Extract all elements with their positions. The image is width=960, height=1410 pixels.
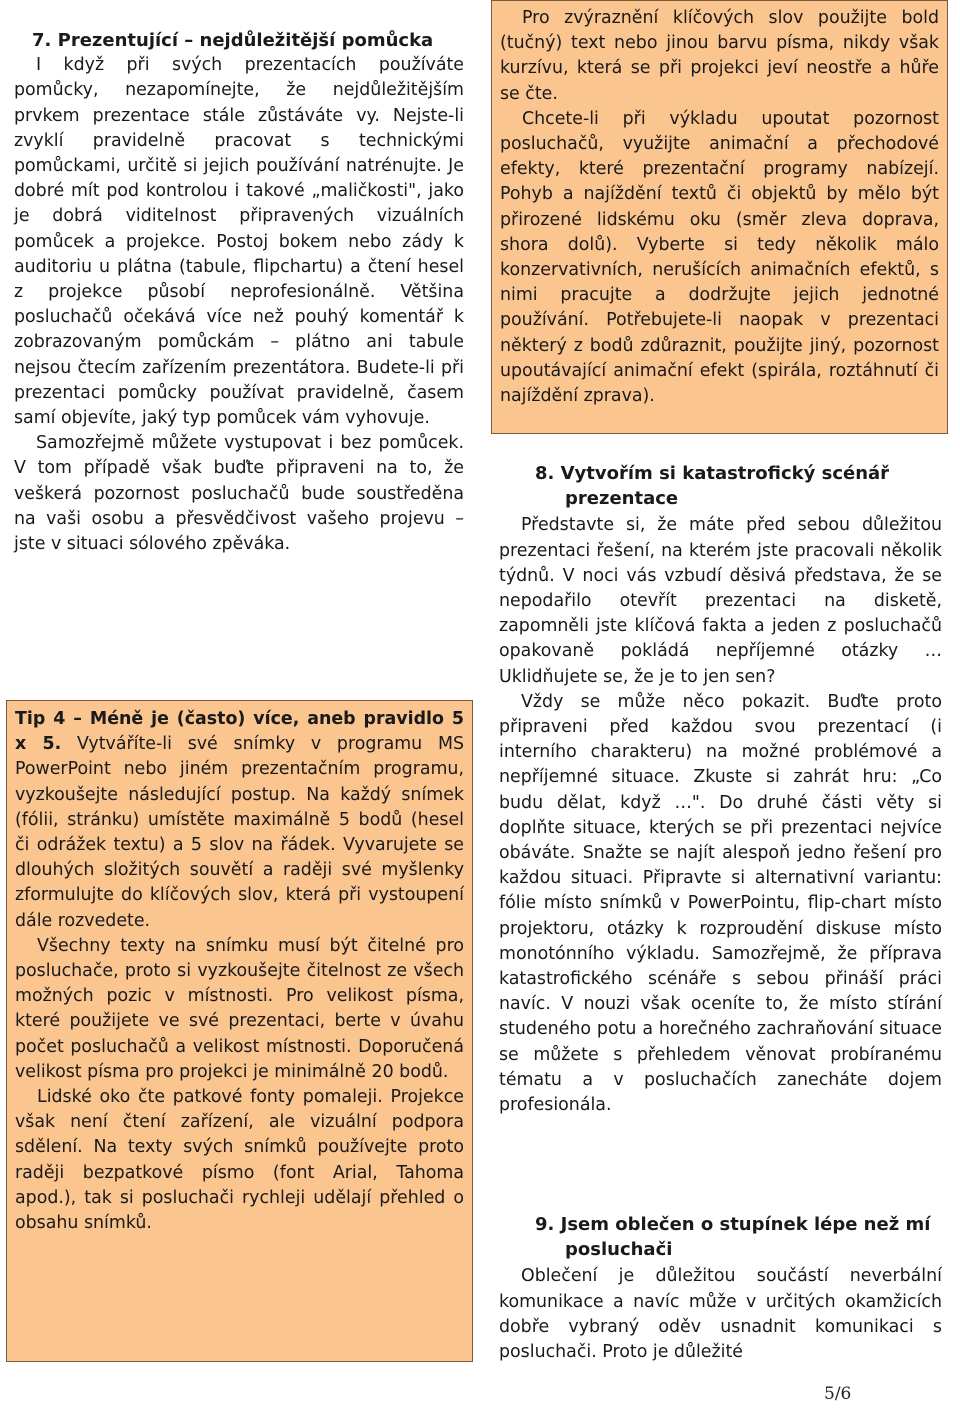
section-8-paragraph-1: Představte si, že máte před sebou důležitou prezentaci řešení, na kterém jste pracovali několik týdnů. V noci vás vzbudí děsivá představa, že se nepodařilo otevřít prezentaci na disketě, zapomněli jste klíčová fakta a jeden z posluchačů opakovaně pokládá nepříjemné otázky … Uklidňujete se, že je to jen sen? [499, 515, 942, 687]
tip-4-paragraph-1-text: Vytváříte-li své snímky v programu MS PowerPoint nebo jiném prezentačním programu, vyzkoušejte následující postup. Na každý snímek (fólii, stránku) umístěte maximálně 5 bodů (hesel či odrážek textu) a 5 slov na řádek. Vyvarujete se dlouhých složitých souvětí a raději své myšlenky zformulujte do klíčových slov, která při vystoupení dále rozvedete. [15, 734, 464, 931]
tip-continuation-box [491, 0, 948, 434]
left-column [14, 26, 464, 557]
tip-4-paragraph-2: Všechny texty na snímku musí být čitelné pro posluchače, proto si vyzkoušejte čitelnost ze všech možných pozic v místnosti. Pro velikost písma, které použijete ve své prezentaci, berte v úvahu počet posluchačů a velikost místnosti. Doporučená velikost písma pro projekci je minimálně 20 bodů. [15, 935, 464, 1082]
tip-4-title: Tip 4 – Méně je (často) více, aneb pravidlo 5 x 5. [15, 709, 464, 755]
section-8-heading: 8. Vytvořím si katastrofický scénář prezentace [535, 463, 890, 510]
tip-4-paragraph-3: Lidské oko čte patkové fonty pomaleji. Projekce však není čtení zařízení, ale vizuální podpora sdělení. Na texty svých snímků používejte proto raději bezpatkové písmo (font Arial, Tahoma apod.), tak si posluchači rychleji udělají přehled o obsahu snímků. [15, 1087, 464, 1234]
section-8-paragraph-2: Vždy se může něco pokazit. Buďte proto připraveni před každou svou prezentací (i interního charakteru) na možné problémové a nepříjemné situace. Zkuste si zahrát hru: „Co budu dělat, když …". Do druhé části věty si doplňte situace, kterých se při prezentaci nejvíce obáváte. Snažte se najít alespoň jedno řešení pro každou situaci. Připravte si alternativní variantu: fólie místo snímků v PowerPointu, flip-chart místo projektoru, otázky k rozproudění diskuse místo monotónního výkladu. Samozřejmě, že příprava katastrofického scénáře s sebou přináší práci navíc. V nouzi však oceníte to, že místo stírání studeného potu a horečného zachraňování situace se můžete s přehledem věnovat probíranému tématu a v posluchačích zanecháte dojem profesionála. [499, 691, 942, 1116]
section-7-paragraph-2: Samozřejmě můžete vystupovat i bez pomůcek. V tom případě však buďte připraveni na to, že veškerá pozornost posluchačů bude soustředěna na vaši osobu a přesvědčivost vašeho projevu – jste v situaci sólového zpěváka. [14, 433, 464, 555]
section-7-heading: 7. Prezentující – nejdůležitější pomůcka [32, 30, 434, 51]
page-number: 5/6 [824, 1384, 852, 1404]
section-8 [499, 461, 942, 1118]
tip-4-box [6, 700, 473, 1362]
section-9-heading: 9. Jsem oblečen o stupínek lépe než mí posluchači [535, 1214, 931, 1261]
section-9-paragraph-1: Oblečení je důležitou součástí neverbální komunikace a navíc může v určitých okamžicích dobře vybraný oděv usnadnit komunikaci s posluchači. Proto je důležité [499, 1266, 942, 1363]
section-9 [499, 1212, 942, 1365]
tip-4-paragraph-1 [15, 707, 464, 934]
section-7-paragraph-1: I když při svých prezentacích používáte pomůcky, nezapomínejte, že nejdůležitějším prvkem prezentace stále zůstáváte vy. Nejste-li zvyklí pravidelně pracovat s technickými pomůckami, určitě si jejich používání natrénujte. Je dobré mít pod kontrolou i takové „maličkosti", jako je dobrá viditelnost připravených vizuálních pomůcek a projekce. Postoj bokem nebo zády k auditoriu u plátna (tabule, flipchartu) a čtení hesel z projekce působí neprofesionálně. Většina posluchačů očekává více než pouhý komentář k zobrazovaným pomůckám – plátno ani tabule nejsou čtecím zařízením prezentátora. Budete-li při prezentaci pomůcky používat pravidelně, časem samí objevíte, jaký typ pomůcek vám vyhovuje. [14, 55, 464, 429]
tip-box-paragraph-2: Chcete-li při výkladu upoutat pozornost posluchačů, využijte animační a přechodové efekty, které prezentační programy nabízejí. Pohyb a najíždění textů či objektů by mělo být přirozené lidskému oku (směr zleva doprava, shora dolů). Vyberte si tedy několik málo konzervativních, nerušících animačních efektů, s nimi pracujte a dodržujte jejich jednotné používání. Potřebujete-li naopak v prezentaci některý z bodů zdůraznit, použijte jiný, pozornost upoutávající animační efekt (spirála, roztáhnutí či najíždění zprava). [500, 108, 939, 407]
tip-box-paragraph-1: Pro zvýraznění klíčových slov použijte bold (tučný) text nebo jinou barvu písma, nikdy však kurzívu, která se při projekci jeví neostře a hůře se čte. [500, 8, 939, 104]
